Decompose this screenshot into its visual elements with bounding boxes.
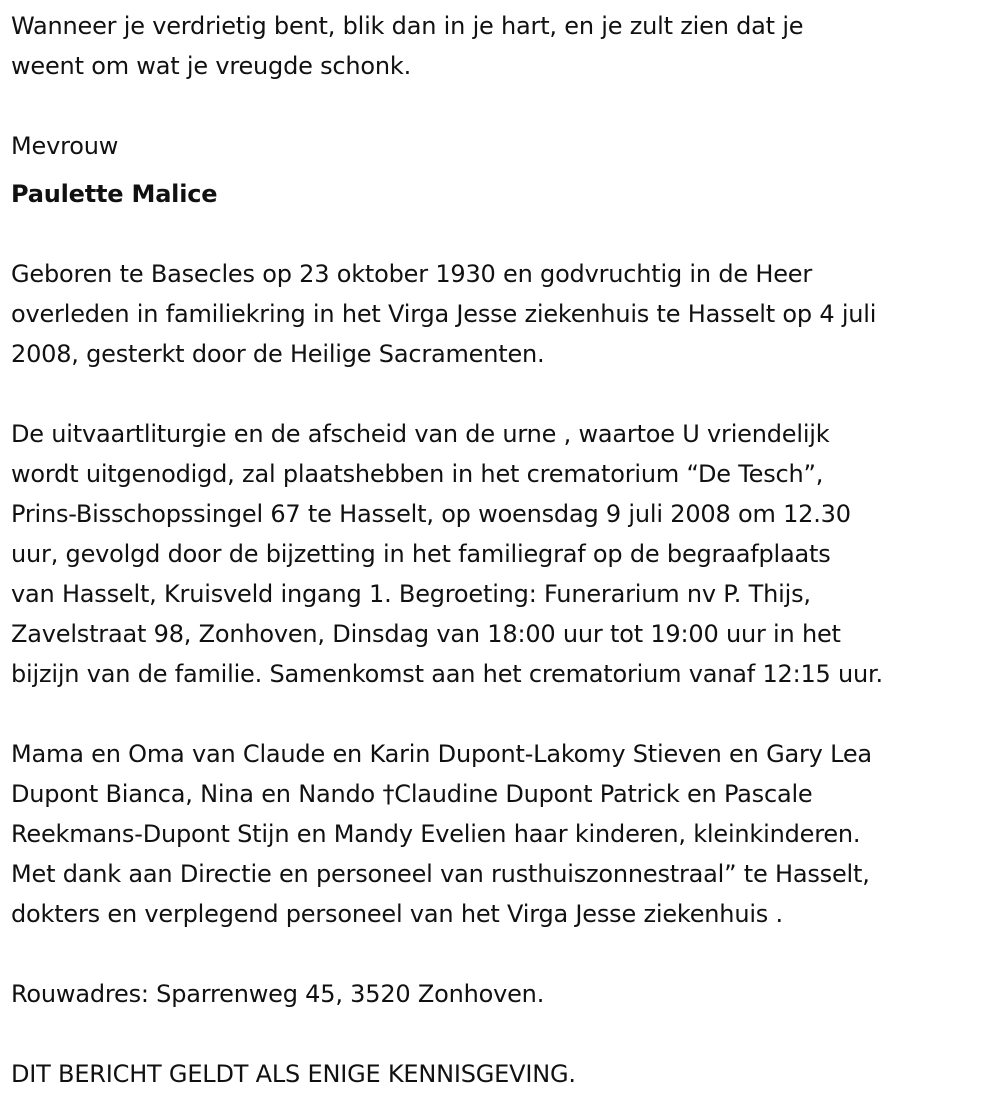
spacer xyxy=(11,86,996,126)
spacer xyxy=(11,374,996,414)
family-paragraph: Mama en Oma van Claude en Karin Dupont-Lakomy Stieven en Gary Lea Dupont Bianca, Nina en Nando †Claudine Dupont Patrick en Pascale Reekmans-Dupont Stijn en Mandy Evelien haar kinderen, kleinkinderen. Met dank aan Directie en personeel van rusthuiszonnestraal” te Hasselt, dokters en verplegend personeel van het Virga Jesse ziekenhuis . xyxy=(11,740,872,928)
deceased-name: Paulette Malice xyxy=(11,180,218,208)
spacer xyxy=(11,214,996,254)
mourning-address: Rouwadres: Sparrenweg 45, 3520 Zonhoven. xyxy=(11,980,545,1008)
spacer xyxy=(11,1014,996,1054)
funeral-paragraph: De uitvaartliturgie en de afscheid van de urne , waartoe U vriendelijk wordt uitgenodigd, zal plaatshebben in het crematorium “De Tesch”, Prins-Bisschopssingel 67 te Hasselt, op woensdag 9 juli 2008 om 12.30 uur, gevolgd door de bijzetting in het familiegraf op de begraafplaats van Hasselt, Kruisveld ingang 1. Begroeting: Funerarium nv P. Thijs, Zavelstraat 98, Zonhoven, Dinsdag van 18:00 uur tot 19:00 uur in het bijzijn van de familie. Samenkomst aan het crematorium vanaf 12:15 uur. xyxy=(11,420,883,688)
birth-death-paragraph: Geboren te Basecles op 23 oktober 1930 en godvruchtig in de Heer overleden in familiekring in het Virga Jesse ziekenhuis te Hasselt op 4 juli 2008, gesterkt door de Heilige Sacramenten. xyxy=(11,260,877,368)
spacer xyxy=(11,934,996,974)
salutation: Mevrouw xyxy=(11,132,119,160)
spacer xyxy=(11,694,996,734)
notice-text: DIT BERICHT GELDT ALS ENIGE KENNISGEVING. xyxy=(11,1060,576,1088)
opening-quote: Wanneer je verdrietig bent, blik dan in je hart, en je zult zien dat je weent om wat je vreugde schonk. xyxy=(11,12,804,80)
obituary-notice xyxy=(11,6,996,1094)
